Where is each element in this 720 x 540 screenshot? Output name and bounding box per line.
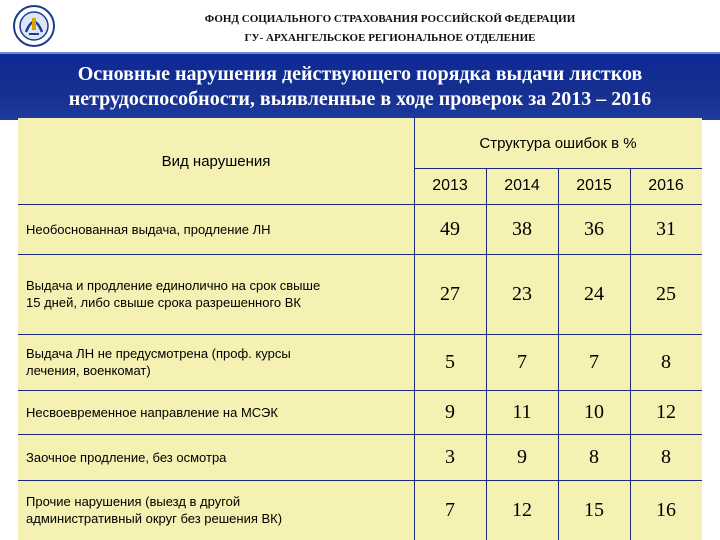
org-name-line1: ФОНД СОЦИАЛЬНОГО СТРАХОВАНИЯ РОССИЙСКОЙ ФЕДЕРАЦИИ	[204, 13, 576, 25]
percent-value: 10	[584, 400, 604, 423]
percent-value: 23	[512, 282, 532, 305]
percent-value: 15	[584, 498, 604, 521]
slide-title-line2: нетрудоспособности, выявленные в ходе проверок за 2013 – 2016	[68, 88, 652, 110]
percent-value: 7	[589, 350, 599, 373]
violation-label-line: Выдача ЛН не предусмотрена (проф. курсы	[26, 346, 291, 361]
slide-title	[0, 62, 720, 112]
percent-value: 12	[656, 400, 676, 423]
percent-value: 36	[584, 217, 604, 240]
percent-value: 24	[584, 282, 604, 305]
grid-line	[486, 168, 487, 540]
grid-line	[18, 480, 702, 481]
grid-line	[18, 204, 702, 205]
grid-line	[630, 168, 631, 540]
grid-line	[18, 254, 702, 255]
percent-value: 7	[517, 350, 527, 373]
grid-line	[414, 168, 702, 169]
year-header: 2013	[432, 177, 468, 194]
header	[0, 0, 720, 52]
percent-value: 8	[661, 445, 671, 468]
year-header: 2014	[504, 177, 540, 194]
violation-label-line: 15 дней, либо свыше срока разрешенного ВК	[26, 295, 302, 310]
violation-label-line: Выдача и продление единолично на срок свыше	[26, 278, 321, 293]
percent-value: 3	[445, 445, 455, 468]
fss-emblem-icon	[10, 4, 58, 48]
percent-value: 38	[512, 217, 532, 240]
percent-value: 16	[656, 498, 676, 521]
violation-label	[18, 334, 414, 390]
violation-label	[18, 480, 414, 540]
percent-value: 9	[517, 445, 527, 468]
violations-table	[18, 118, 702, 540]
percent-value: 9	[445, 400, 455, 423]
violation-label-line: лечения, военкомат)	[26, 363, 151, 378]
title-bar	[0, 52, 720, 120]
percent-value: 49	[440, 217, 460, 240]
grid-line	[18, 390, 702, 391]
violation-label-line: Прочие нарушения (выезд в другой	[26, 494, 241, 509]
col-label-header: Вид нарушения	[161, 152, 271, 170]
violation-label-line: административный округ без решения ВК)	[26, 511, 283, 526]
percent-value: 8	[589, 445, 599, 468]
percent-value: 27	[440, 282, 460, 305]
violation-label	[18, 204, 414, 254]
grid-line	[18, 334, 702, 335]
year-header: 2015	[576, 177, 612, 194]
grid-line	[414, 118, 415, 540]
violation-label	[18, 390, 414, 434]
violation-label-line: Несвоевременное направление на МСЭК	[26, 404, 278, 420]
percent-value: 7	[445, 498, 455, 521]
percent-value: 5	[445, 350, 455, 373]
grid-line	[558, 168, 559, 540]
group-header: Структура ошибок в %	[479, 134, 637, 152]
grid-line	[18, 434, 702, 435]
percent-value: 12	[512, 498, 532, 521]
org-name-line2: ГУ- АРХАНГЕЛЬСКОЕ РЕГИОНАЛЬНОЕ ОТДЕЛЕНИЕ	[244, 32, 536, 44]
percent-value: 8	[661, 350, 671, 373]
percent-value: 11	[512, 400, 532, 423]
violation-label-line: Заочное продление, без осмотра	[26, 449, 227, 465]
slide-title-line1: Основные нарушения действующего порядка выдачи листков	[77, 63, 643, 85]
percent-value: 25	[656, 282, 676, 305]
percent-value: 31	[656, 217, 676, 240]
violation-label	[18, 434, 414, 480]
year-header: 2016	[648, 177, 684, 194]
violation-label-line: Необоснованная выдача, продление ЛН	[26, 221, 271, 237]
violation-label	[18, 254, 414, 334]
